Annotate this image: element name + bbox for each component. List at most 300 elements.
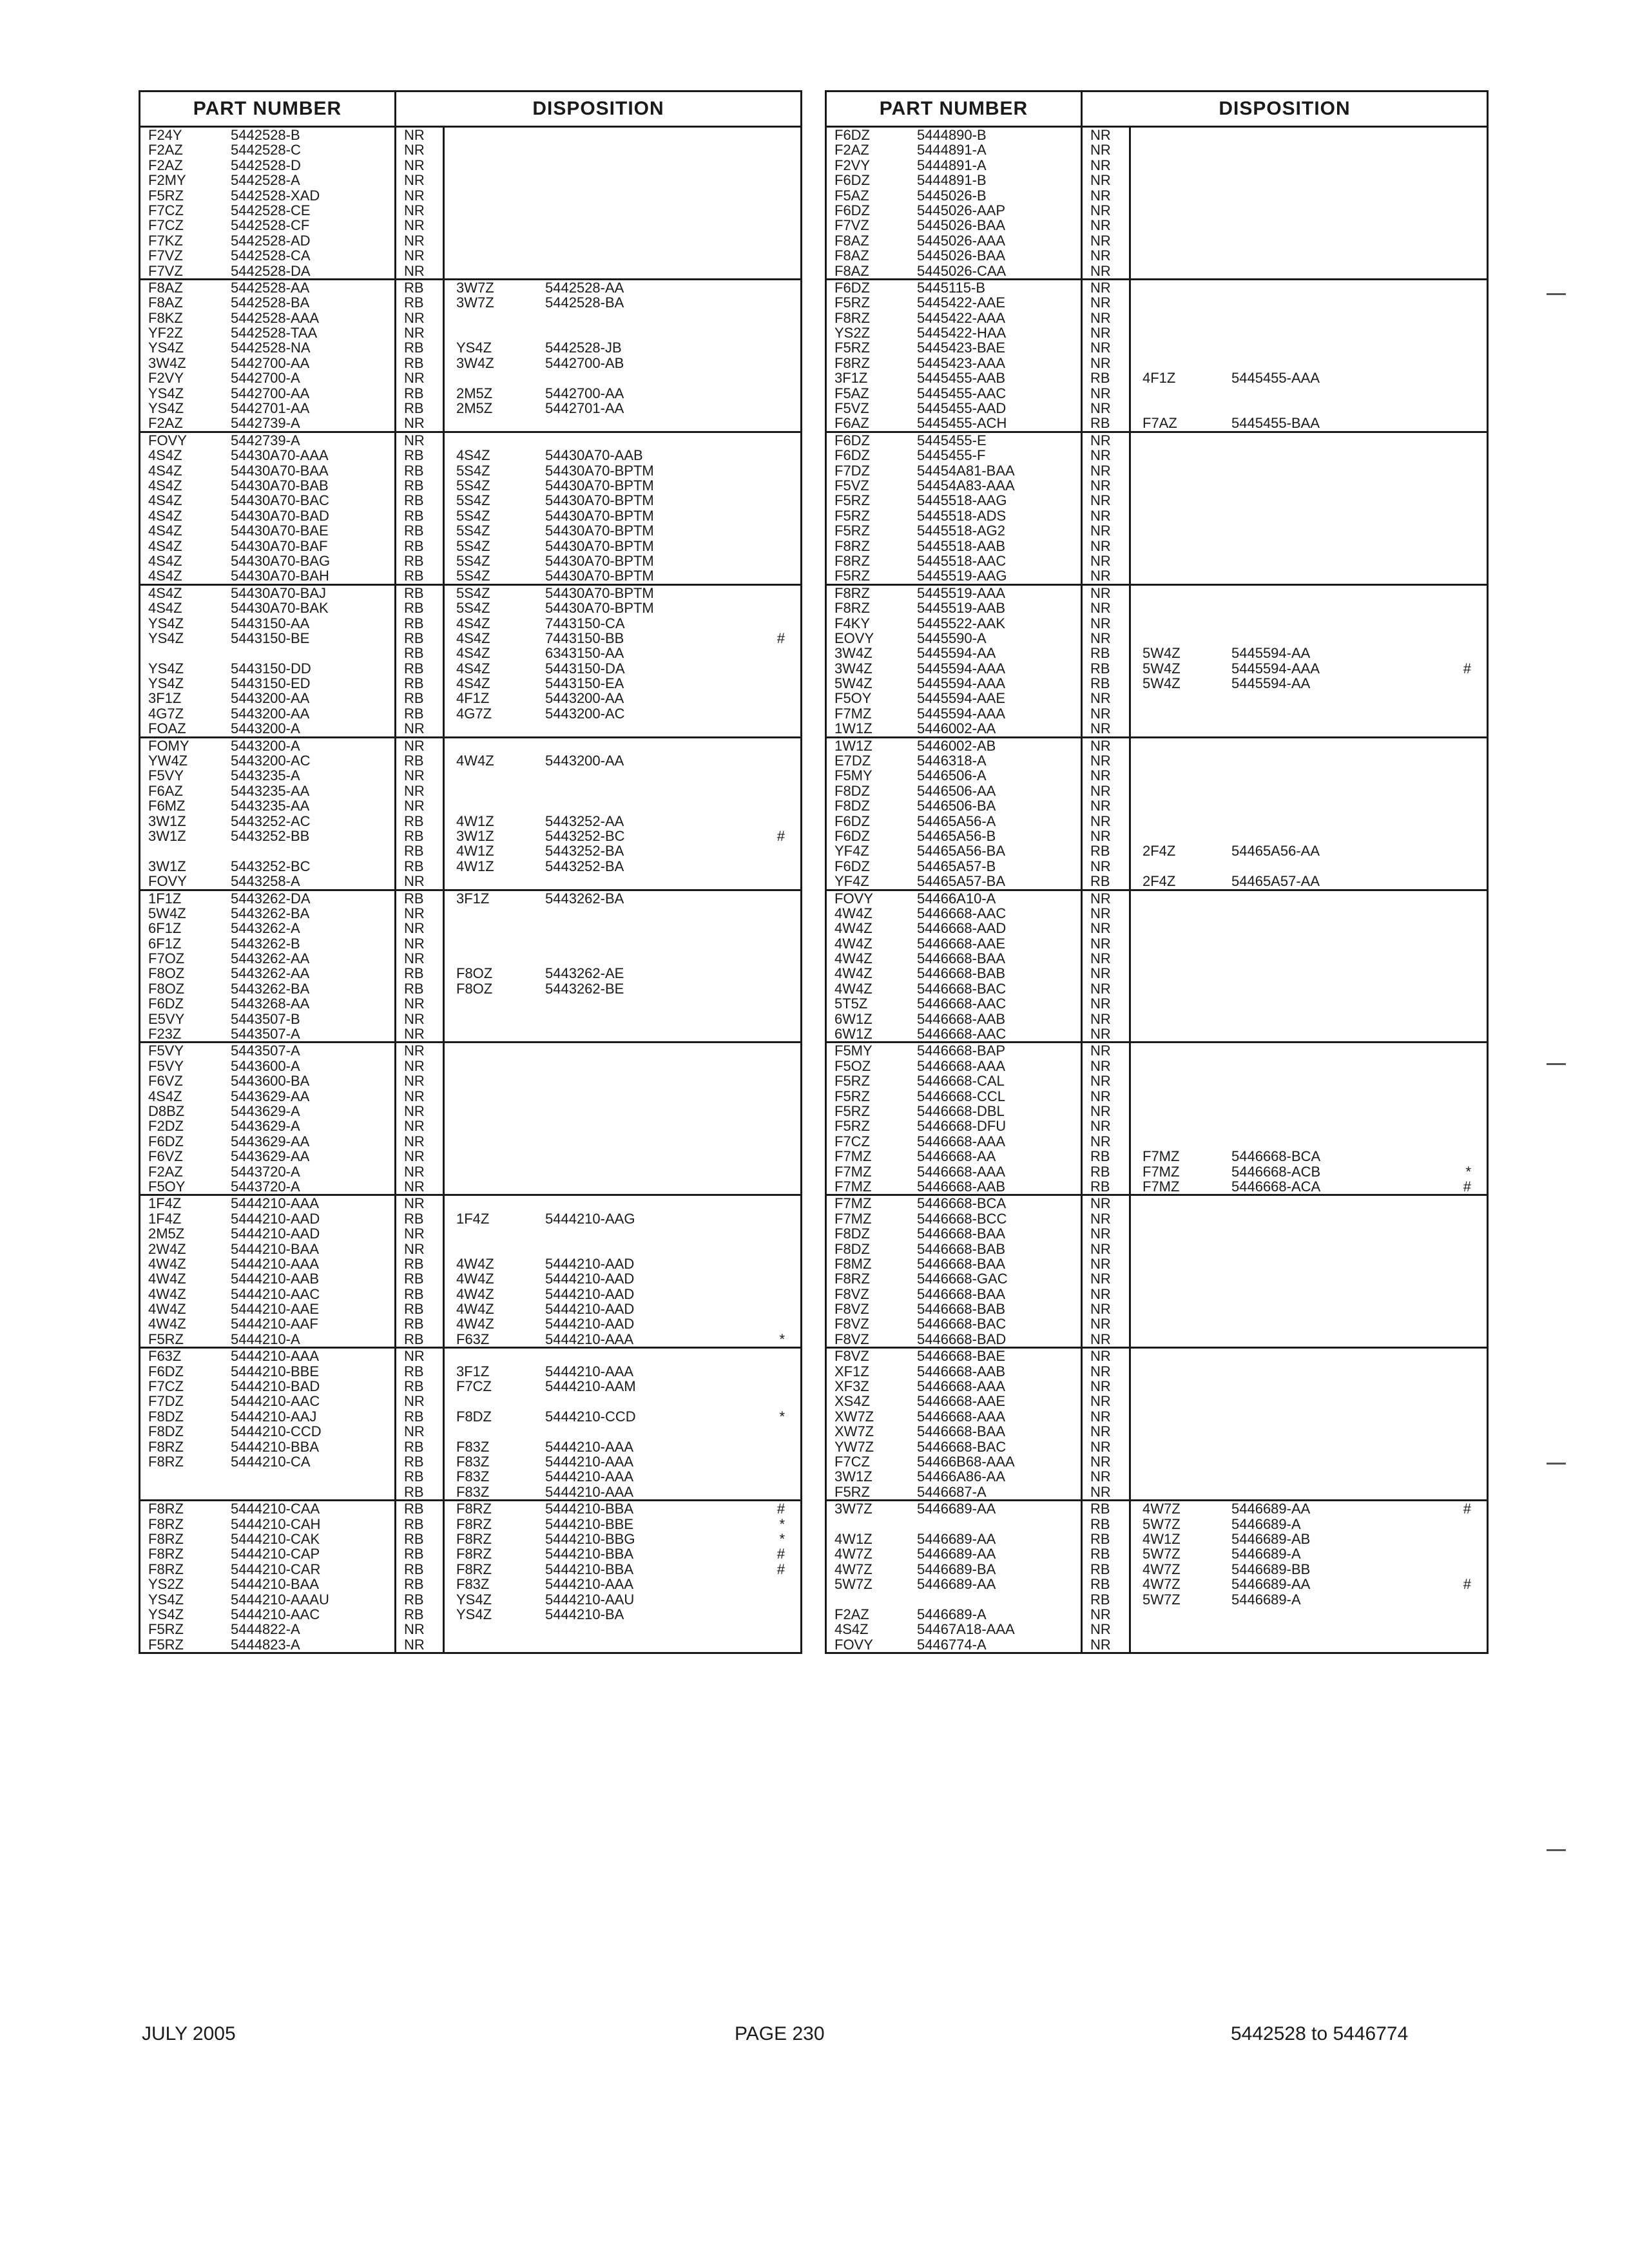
replacement-code (1131, 128, 1228, 142)
replacement-part-number (1228, 753, 1408, 768)
vehicle-code: F2DZ (148, 1119, 184, 1134)
vehicle-code: F8DZ (834, 798, 870, 814)
note-mark (722, 1454, 800, 1469)
part-number: 5446668-BAB (911, 966, 1083, 981)
note-mark (1408, 1196, 1487, 1211)
replacement-code (1131, 1043, 1228, 1058)
note-mark (1408, 203, 1487, 218)
table-row (827, 1316, 1487, 1331)
replacement-code (445, 1043, 541, 1058)
note-mark (1408, 142, 1487, 157)
table-row (827, 616, 1487, 631)
vehicle-code: F5MY (834, 1043, 872, 1059)
replacement-part-number: 54430A70-BPTM (545, 523, 654, 539)
right-parts-table (825, 90, 1489, 1654)
part-number: 5442528-AAA (224, 311, 396, 325)
replacement-part-number: 5443150-EA (545, 676, 624, 691)
vehicle-code: F5RZ (834, 523, 870, 539)
replacement-part-number: 54430A70-BPTM (545, 493, 654, 508)
part-number: 5446668-AAA (911, 1379, 1083, 1394)
part-number: 5444210-AAC (224, 1287, 396, 1302)
disposition-code: RB (396, 523, 445, 538)
disposition-code: RB (396, 859, 445, 874)
disposition-code: NR (396, 783, 445, 798)
table-row (827, 586, 1487, 601)
replacement-part-number (1228, 1226, 1408, 1241)
replacement-code (445, 996, 541, 1011)
note-mark (722, 539, 800, 553)
part-number: 5442528-C (224, 142, 396, 157)
vehicle-code: F7VZ (148, 263, 183, 278)
part-number: 5444210-AAE (224, 1302, 396, 1316)
note-mark (1408, 1211, 1487, 1226)
vehicle-code: F5RZ (834, 1484, 870, 1500)
vehicle-code: F6DZ (834, 432, 870, 448)
table-row (827, 814, 1487, 829)
note-mark (722, 203, 800, 218)
replacement-code (1131, 1012, 1228, 1026)
part-number: 5444210-CA (224, 1454, 396, 1469)
replacement-code: F8RZ (456, 1546, 492, 1562)
replacement-code (1131, 295, 1228, 310)
note-mark (1408, 721, 1487, 736)
note-mark (722, 721, 800, 736)
vehicle-code: YS4Z (148, 660, 184, 677)
replacement-code (445, 783, 541, 798)
table-row (140, 996, 800, 1011)
note-mark (722, 1119, 800, 1133)
vehicle-code: F5RZ (834, 1073, 870, 1089)
disposition-code: NR (1083, 1226, 1131, 1241)
note-mark (722, 1349, 800, 1363)
replacement-part-number: 54430A70-BPTM (545, 601, 654, 616)
note-mark (1408, 1517, 1487, 1532)
vehicle-code: F8RZ (834, 1271, 870, 1287)
replacement-part-number: 5442528-AA (545, 280, 624, 296)
table-row (140, 1149, 800, 1164)
part-group (827, 1349, 1487, 1501)
part-number: 5443150-AA (224, 616, 396, 631)
table-row (140, 1287, 800, 1302)
table-row (140, 1546, 800, 1561)
disposition-code: NR (1083, 523, 1131, 538)
replacement-code: F8RZ (456, 1501, 492, 1517)
replacement-part-number: 54430A70-BPTM (545, 477, 654, 494)
table-row (827, 1211, 1487, 1226)
table-row (140, 401, 800, 416)
replacement-code (1131, 1211, 1228, 1226)
footer-page-number: PAGE 230 (735, 2023, 825, 2044)
disposition-code: NR (1083, 1454, 1131, 1469)
disposition-code: RB (396, 493, 445, 508)
note-mark (1408, 448, 1487, 463)
note-mark (722, 874, 800, 889)
disposition-code: NR (396, 1242, 445, 1256)
disposition-code: NR (396, 1349, 445, 1363)
vehicle-code: 3F1Z (148, 691, 182, 706)
replacement-code (1131, 996, 1228, 1011)
replacement-part-number (1228, 158, 1408, 173)
table-row (827, 829, 1487, 843)
replacement-part-number (1228, 1394, 1408, 1408)
disposition-code: NR (396, 433, 445, 448)
disposition-code: NR (396, 311, 445, 325)
note-mark (722, 128, 800, 142)
replacement-part-number (1228, 1637, 1408, 1652)
disposition-code: RB (1083, 1577, 1131, 1591)
vehicle-code: 5T5Z (834, 996, 868, 1012)
note-mark: # (776, 828, 785, 844)
replacement-code (1131, 1119, 1228, 1133)
part-number (224, 646, 396, 660)
vehicle-code: 4W4Z (148, 1316, 186, 1332)
replacement-code: 5S4Z (456, 477, 490, 494)
replacement-part-number: 5443200-AA (545, 691, 624, 706)
replacement-part-number (1228, 1364, 1408, 1379)
vehicle-code: FOVY (834, 890, 873, 906)
vehicle-code: F7MZ (834, 1178, 872, 1195)
part-number: 5442528-XAD (224, 188, 396, 203)
disposition-code: NR (1083, 203, 1131, 218)
table-row (827, 738, 1487, 753)
replacement-part-number: 5443200-AA (545, 753, 624, 769)
table-row (827, 601, 1487, 615)
table-row (827, 188, 1487, 203)
part-number: 5444210-AAA (224, 1256, 396, 1271)
part-number: 54465A57-BA (911, 874, 1083, 889)
disposition-code: RB (396, 981, 445, 996)
vehicle-code: F8RZ (148, 1561, 184, 1577)
note-mark (722, 1577, 800, 1591)
table-row (140, 142, 800, 157)
part-number: 5442528-DA (224, 264, 396, 278)
replacement-code (445, 1059, 541, 1073)
table-row (827, 906, 1487, 921)
replacement-part-number (1228, 1271, 1408, 1286)
table-row (140, 553, 800, 568)
part-number: 5445115-B (911, 280, 1083, 295)
vehicle-code: F6VZ (148, 1073, 183, 1089)
table-row (827, 433, 1487, 448)
replacement-part-number: 5442701-AA (545, 401, 624, 416)
vehicle-code: F5RZ (834, 1119, 870, 1134)
replacement-code: 5S4Z (456, 463, 490, 478)
replacement-code (1131, 601, 1228, 615)
part-number: 54430A70-BAB (224, 478, 396, 493)
replacement-code (1131, 1607, 1228, 1622)
part-number: 5445455-E (911, 433, 1083, 448)
disposition-code: NR (396, 218, 445, 233)
replacement-part-number: 5442700-AB (545, 355, 624, 371)
vehicle-code: F5AZ (834, 385, 869, 401)
disposition-code: RB (396, 553, 445, 568)
replacement-part-number (1228, 433, 1408, 448)
replacement-part-number (1228, 1104, 1408, 1119)
part-number: 5442528-CF (224, 218, 396, 233)
vehicle-code: F5RZ (148, 187, 184, 203)
part-number: 54466A86-AA (911, 1469, 1083, 1484)
table-row (827, 1059, 1487, 1073)
vehicle-code: 4W4Z (148, 1286, 186, 1302)
replacement-part-number (541, 173, 722, 187)
part-number: 5443262-AA (224, 951, 396, 966)
table-row (827, 463, 1487, 478)
part-number: 54430A70-BAG (224, 553, 396, 568)
replacement-part-number (1228, 1256, 1408, 1271)
note-mark (722, 416, 800, 430)
disposition-code: NR (1083, 264, 1131, 278)
disposition-code: NR (1083, 891, 1131, 906)
disposition-code: NR (1083, 616, 1131, 631)
vehicle-code: F5RZ (148, 1331, 184, 1347)
disposition-code: NR (1083, 1059, 1131, 1073)
replacement-part-number (541, 1349, 722, 1363)
table-row (140, 280, 800, 295)
disposition-code: RB (396, 1562, 445, 1577)
part-number: 5442528-CE (224, 203, 396, 218)
note-mark (1408, 1089, 1487, 1104)
note-mark (1408, 1302, 1487, 1316)
table-row (140, 463, 800, 478)
note-mark (722, 951, 800, 966)
part-number: 5445518-ADS (911, 508, 1083, 523)
part-number: 5446668-BAB (911, 1242, 1083, 1256)
table-row (827, 370, 1487, 385)
disposition-code: RB (1083, 1517, 1131, 1532)
disposition-code: NR (1083, 768, 1131, 783)
vehicle-code: 1F4Z (148, 1211, 182, 1227)
vehicle-code: F8RZ (834, 553, 870, 569)
replacement-part-number (541, 906, 722, 921)
note-mark: # (776, 1546, 785, 1562)
replacement-part-number: 5444210-AAA (545, 1331, 633, 1347)
table-row (140, 753, 800, 768)
replacement-part-number: 5444210-AAA (545, 1577, 633, 1592)
vehicle-code: YS4Z (148, 630, 184, 646)
replacement-part-number (541, 433, 722, 448)
note-mark (1408, 814, 1487, 829)
replacement-code (1131, 463, 1228, 478)
replacement-part-number (1228, 401, 1408, 416)
disposition-code: RB (1083, 1592, 1131, 1607)
disposition-code: NR (1083, 173, 1131, 187)
disposition-code: NR (1083, 386, 1131, 401)
vehicle-code: XW7Z (834, 1408, 874, 1425)
vehicle-code: F5RZ (148, 1637, 184, 1653)
part-group (827, 1043, 1487, 1196)
disposition-code: RB (396, 646, 445, 660)
replacement-code (1131, 448, 1228, 463)
replacement-code: 4W1Z (1142, 1531, 1181, 1547)
part-number: 5444210-BAA (224, 1577, 396, 1591)
replacement-code (445, 1394, 541, 1408)
replacement-part-number: 5444210-AAD (545, 1302, 635, 1317)
note-mark (722, 691, 800, 706)
note-mark (1408, 416, 1487, 430)
replacement-part-number (1228, 691, 1408, 706)
note-mark (1408, 568, 1487, 583)
part-number: 5444890-B (911, 128, 1083, 142)
note-mark (1408, 1073, 1487, 1088)
note-mark (722, 386, 800, 401)
part-number: 5446668-AAB (911, 1012, 1083, 1026)
replacement-part-number (1228, 1302, 1408, 1316)
replacement-part-number (541, 233, 722, 248)
replacement-code (1131, 616, 1228, 631)
vehicle-code: F8RZ (148, 1439, 184, 1454)
replacement-part-number: 5444210-CCD (545, 1408, 636, 1425)
disposition-code: RB (396, 1287, 445, 1302)
disposition-code: RB (396, 966, 445, 981)
part-number: 5446668-AAA (911, 1134, 1083, 1149)
part-number: 5445522-AAK (911, 616, 1083, 631)
note-mark (722, 1026, 800, 1041)
table-row (140, 539, 800, 553)
vehicle-code: YS4Z (148, 1606, 184, 1622)
vehicle-code: F6DZ (834, 128, 870, 143)
vehicle-code: 4W4Z (834, 936, 872, 952)
disposition-code: NR (1083, 553, 1131, 568)
replacement-code: F8DZ (456, 1408, 492, 1425)
vehicle-code: F2VY (148, 370, 184, 386)
vehicle-code: F6MZ (148, 798, 186, 814)
vehicle-code: F8DZ (834, 1226, 870, 1242)
replacement-code: 4W4Z (456, 1316, 494, 1332)
note-mark (722, 356, 800, 370)
disposition-code: NR (1083, 508, 1131, 523)
part-number: 5444210-CAR (224, 1562, 396, 1577)
part-number: 5446668-BAC (911, 1439, 1083, 1454)
note-mark (1408, 981, 1487, 996)
disposition-code: RB (396, 586, 445, 601)
vehicle-code: YS4Z (148, 340, 184, 356)
disposition-code: RB (396, 1316, 445, 1331)
note-mark (1408, 188, 1487, 203)
vehicle-code: YF4Z (834, 874, 869, 889)
table-row (140, 859, 800, 874)
replacement-part-number (1228, 568, 1408, 583)
table-row (827, 295, 1487, 310)
vehicle-code: 2M5Z (148, 1226, 185, 1242)
table-row (140, 706, 800, 721)
disposition-code: NR (1083, 1379, 1131, 1394)
note-mark (722, 1043, 800, 1058)
part-number: 54430A70-BAE (224, 523, 396, 538)
replacement-code (445, 721, 541, 736)
replacement-code: 5S4Z (456, 508, 490, 524)
note-mark (722, 1394, 800, 1408)
part-number: 5446668-BAC (911, 1316, 1083, 1331)
vehicle-code: F2AZ (148, 416, 183, 431)
vehicle-code: YS4Z (148, 615, 184, 631)
replacement-part-number (1228, 1287, 1408, 1302)
part-number: 5446668-BAA (911, 1226, 1083, 1241)
part-number: 5445594-AAE (911, 691, 1083, 706)
table-row (140, 1501, 800, 1516)
part-number: 5444891-A (911, 142, 1083, 157)
part-number: 5446002-AB (911, 738, 1083, 753)
disposition-code: NR (1083, 1302, 1131, 1316)
replacement-code: YS4Z (456, 340, 492, 356)
note-mark (1408, 493, 1487, 508)
note-mark (1408, 1026, 1487, 1041)
part-number: 5445518-AAG (911, 493, 1083, 508)
note-mark (722, 173, 800, 187)
replacement-code (1131, 1104, 1228, 1119)
replacement-part-number: 5444210-AAA (545, 1363, 633, 1379)
part-number: 5446668-AA (911, 1149, 1083, 1164)
vehicle-code: F5RZ (834, 1088, 870, 1104)
table-row (827, 631, 1487, 646)
part-number: 5444210-AAC (224, 1607, 396, 1622)
replacement-part-number (541, 1226, 722, 1241)
vehicle-code: F7CZ (834, 1133, 870, 1149)
disposition-code: RB (396, 1211, 445, 1226)
note-mark (1408, 173, 1487, 187)
table-row (827, 1622, 1487, 1637)
disposition-code: NR (1083, 1256, 1131, 1271)
replacement-code: 2F4Z (1142, 843, 1176, 859)
replacement-part-number (1228, 783, 1408, 798)
table-row (827, 280, 1487, 295)
part-number: 5446668-DFU (911, 1119, 1083, 1133)
disposition-code: NR (396, 370, 445, 385)
replacement-code (1131, 1424, 1228, 1439)
disposition-code: RB (1083, 1532, 1131, 1546)
note-mark (722, 188, 800, 203)
table-row (140, 1134, 800, 1149)
note-mark (1408, 539, 1487, 553)
replacement-part-number (1228, 859, 1408, 874)
vehicle-code: F8AZ (148, 280, 183, 296)
vehicle-code: 4W4Z (834, 921, 872, 936)
part-number: 5446668-BAA (911, 1287, 1083, 1302)
part-number: 54430A70-AAA (224, 448, 396, 463)
table-row (140, 783, 800, 798)
disposition-code: RB (396, 1271, 445, 1286)
part-number: 5443150-DD (224, 661, 396, 676)
part-number: 5446318-A (911, 753, 1083, 768)
replacement-code (445, 798, 541, 813)
table-row (827, 1043, 1487, 1058)
table-row (140, 646, 800, 660)
table-row (827, 966, 1487, 981)
replacement-part-number (541, 416, 722, 430)
note-mark (722, 311, 800, 325)
part-number: 5446668-AAC (911, 906, 1083, 921)
replacement-code (1131, 1379, 1228, 1394)
part-number: 5442528-AA (224, 280, 396, 295)
table-row (827, 203, 1487, 218)
part-group (827, 586, 1487, 738)
table-row (140, 386, 800, 401)
vehicle-code: F8DZ (834, 1241, 870, 1256)
replacement-part-number: 5443252-BA (545, 858, 624, 874)
disposition-code: NR (396, 325, 445, 340)
disposition-code: NR (1083, 1073, 1131, 1088)
replacement-part-number (541, 1059, 722, 1073)
note-mark: * (779, 1516, 785, 1532)
replacement-code (1131, 523, 1228, 538)
part-number: 5444210-CAA (224, 1501, 396, 1516)
table-row (140, 1179, 800, 1194)
disposition-code: RB (396, 386, 445, 401)
disposition-code: RB (396, 356, 445, 370)
replacement-part-number (541, 158, 722, 173)
replacement-part-number (1228, 706, 1408, 721)
note-mark (722, 233, 800, 248)
vehicle-code: FOVY (148, 432, 187, 448)
